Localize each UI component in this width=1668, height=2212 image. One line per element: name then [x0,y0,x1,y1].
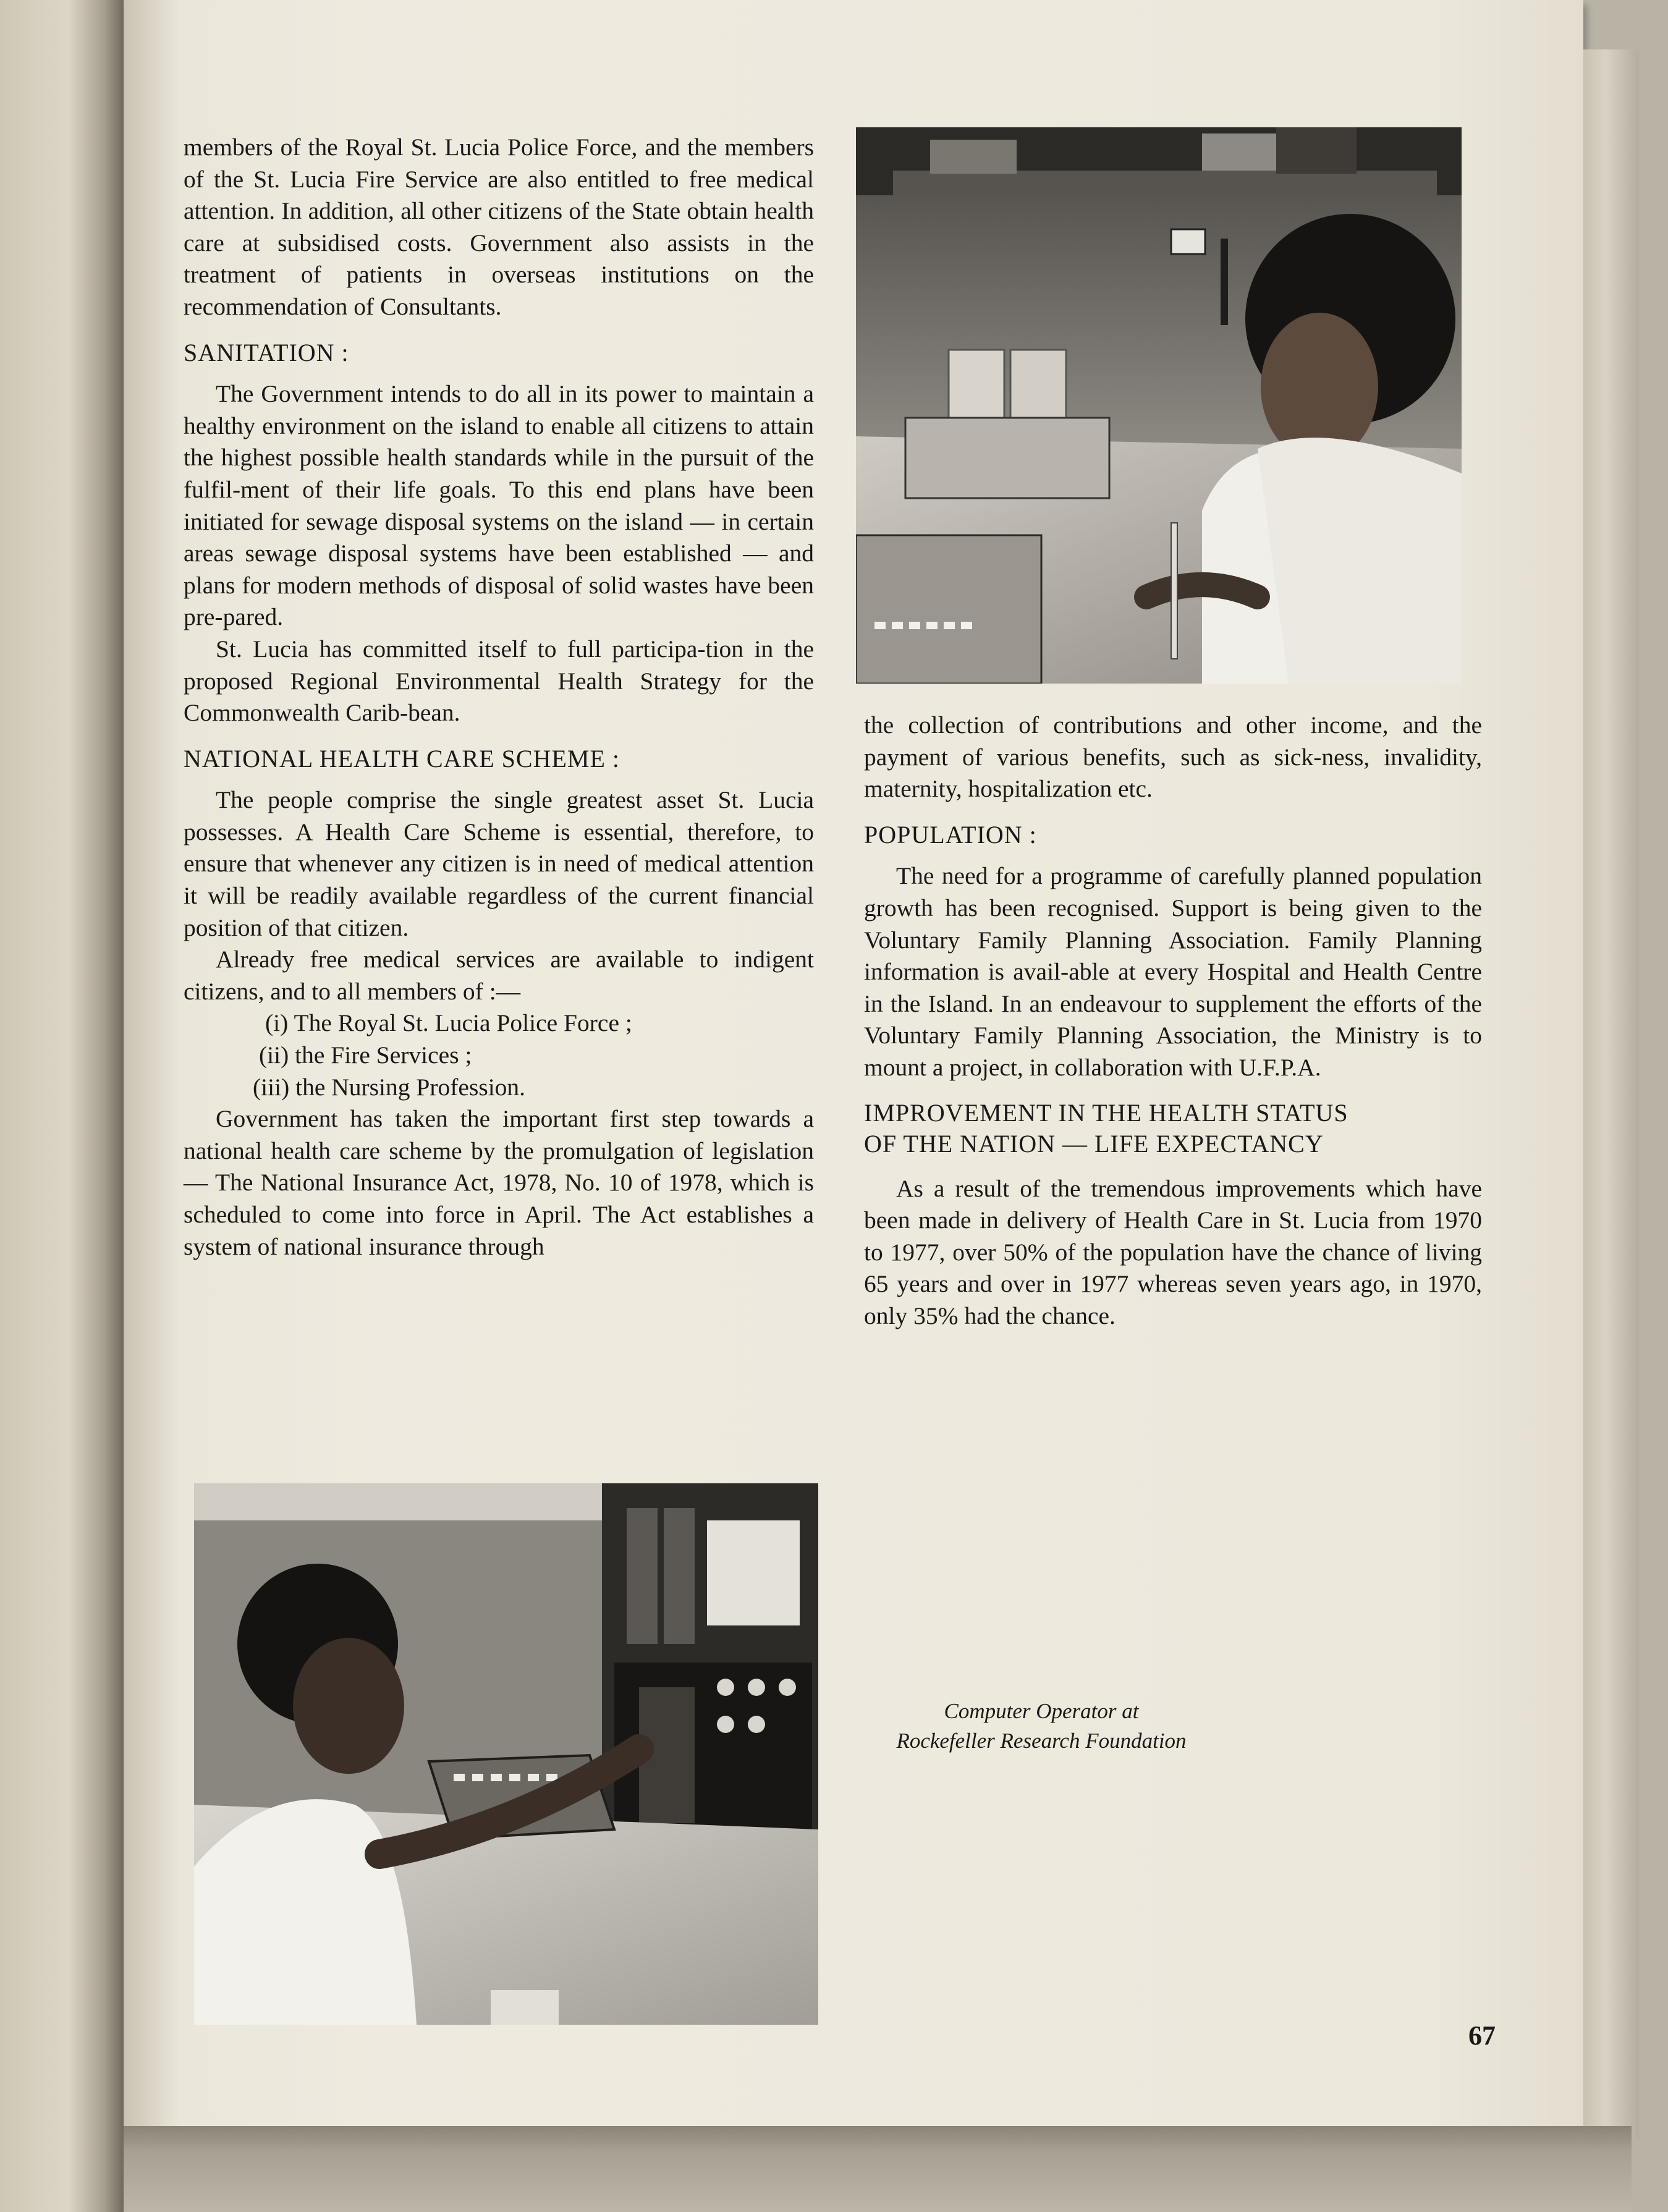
paragraph: The people comprise the single greatest asset St. Lucia possesses. A Health Care Scheme is essential, therefore, to ensure that whenever any citizen is in need of medical attention it will be readily available regardless of the current financial position of that citizen. [184,786,814,941]
caption-line: Rockefeller Research Foundation [896,1729,1187,1753]
heading-line: OF THE NATION — LIFE EXPECTANCY [864,1129,1324,1158]
section-heading-population: POPULATION : [864,820,1037,849]
section-heading-improvement [864,1098,1482,1159]
page-bottom-edge [124,2126,1632,2212]
paragraph: Government has taken the important first step towards a national health care scheme by the promulgation of legislation — The National Insurance Act, 1978, No. 10 of 1978, which is scheduled to come into force in April. The Act establishes a system of national insurance through [184,1105,814,1260]
paragraph: The need for a programme of carefully planned population growth has been recognised. Support is being given to the Voluntary Family Planning Association. Family Planning information is avail-able at every Hospital and Health Centre in the Island. In an endeavour to supplement the efforts of the Voluntary Family Planning Association, the Ministry is to mount a project, in collaboration with U.F.P.A. [864,862,1482,1081]
photo-caption [871,1697,1211,1756]
section-heading-national-health-care: NATIONAL HEALTH CARE SCHEME : [184,744,620,773]
caption-line: Computer Operator at [944,1699,1139,1723]
computer-operator-photo [194,1483,818,2025]
heading-line: IMPROVEMENT IN THE HEALTH STATUS [864,1098,1348,1127]
computer-photo-illustration [194,1483,818,2025]
list-item: (iii) the Nursing Profession. [253,1073,526,1101]
paragraph: Already free medical services are available to indigent citizens, and to all members of :— [184,946,814,1005]
page-stack-edge [1583,49,1639,2138]
section-heading-sanitation: SANITATION : [184,338,349,367]
paragraph: The Government intends to do all in its power to maintain a healthy environment on the island to enable all citizens to attain the highest possible health standards while in the pursuit of the fulfil-ment of their life goals. To this end plans have been initiated for sewage disposal systems on the island — in certain areas sewage disposal systems have been established — and plans for modern methods of disposal of solid wastes have been pre-pared. [184,380,814,631]
paragraph: As a result of the tremendous improvements which have been made in delivery of Health Care in St. Lucia from 1970 to 1977, over 50% of the population have the chance of living 65 years and over in 1977 whereas seven years ago, in 1970, only 35% had the chance. [864,1174,1482,1329]
paragraph: the collection of contributions and other income, and the payment of various benefits, such as sick-ness, invalidity, maternity, hospitalization etc. [864,711,1482,803]
left-text-column [184,132,814,1263]
list-item: (ii) the Fire Services ; [259,1041,472,1069]
paragraph: St. Lucia has committed itself to full participa-tion in the proposed Regional Environmental Health Strategy for the Commonwealth Carib-bean. [184,635,814,727]
book-spine-left [0,0,124,2212]
right-text-column [864,710,1482,1333]
list-item: (i) The Royal St. Lucia Police Force ; [265,1009,632,1037]
paragraph: members of the Royal St. Lucia Police Force, and the members of the St. Lucia Fire Service are also entitled to free medical attention. In addition, all other citizens of the State obtain health care at subsidised costs. Government also assists in the treatment of patients in overseas institutions on the recommendation of Consultants. [184,133,814,320]
lab-photo-illustration [856,127,1462,684]
lab-technician-photo [856,127,1462,684]
page-number: 67 [1468,2020,1496,2051]
